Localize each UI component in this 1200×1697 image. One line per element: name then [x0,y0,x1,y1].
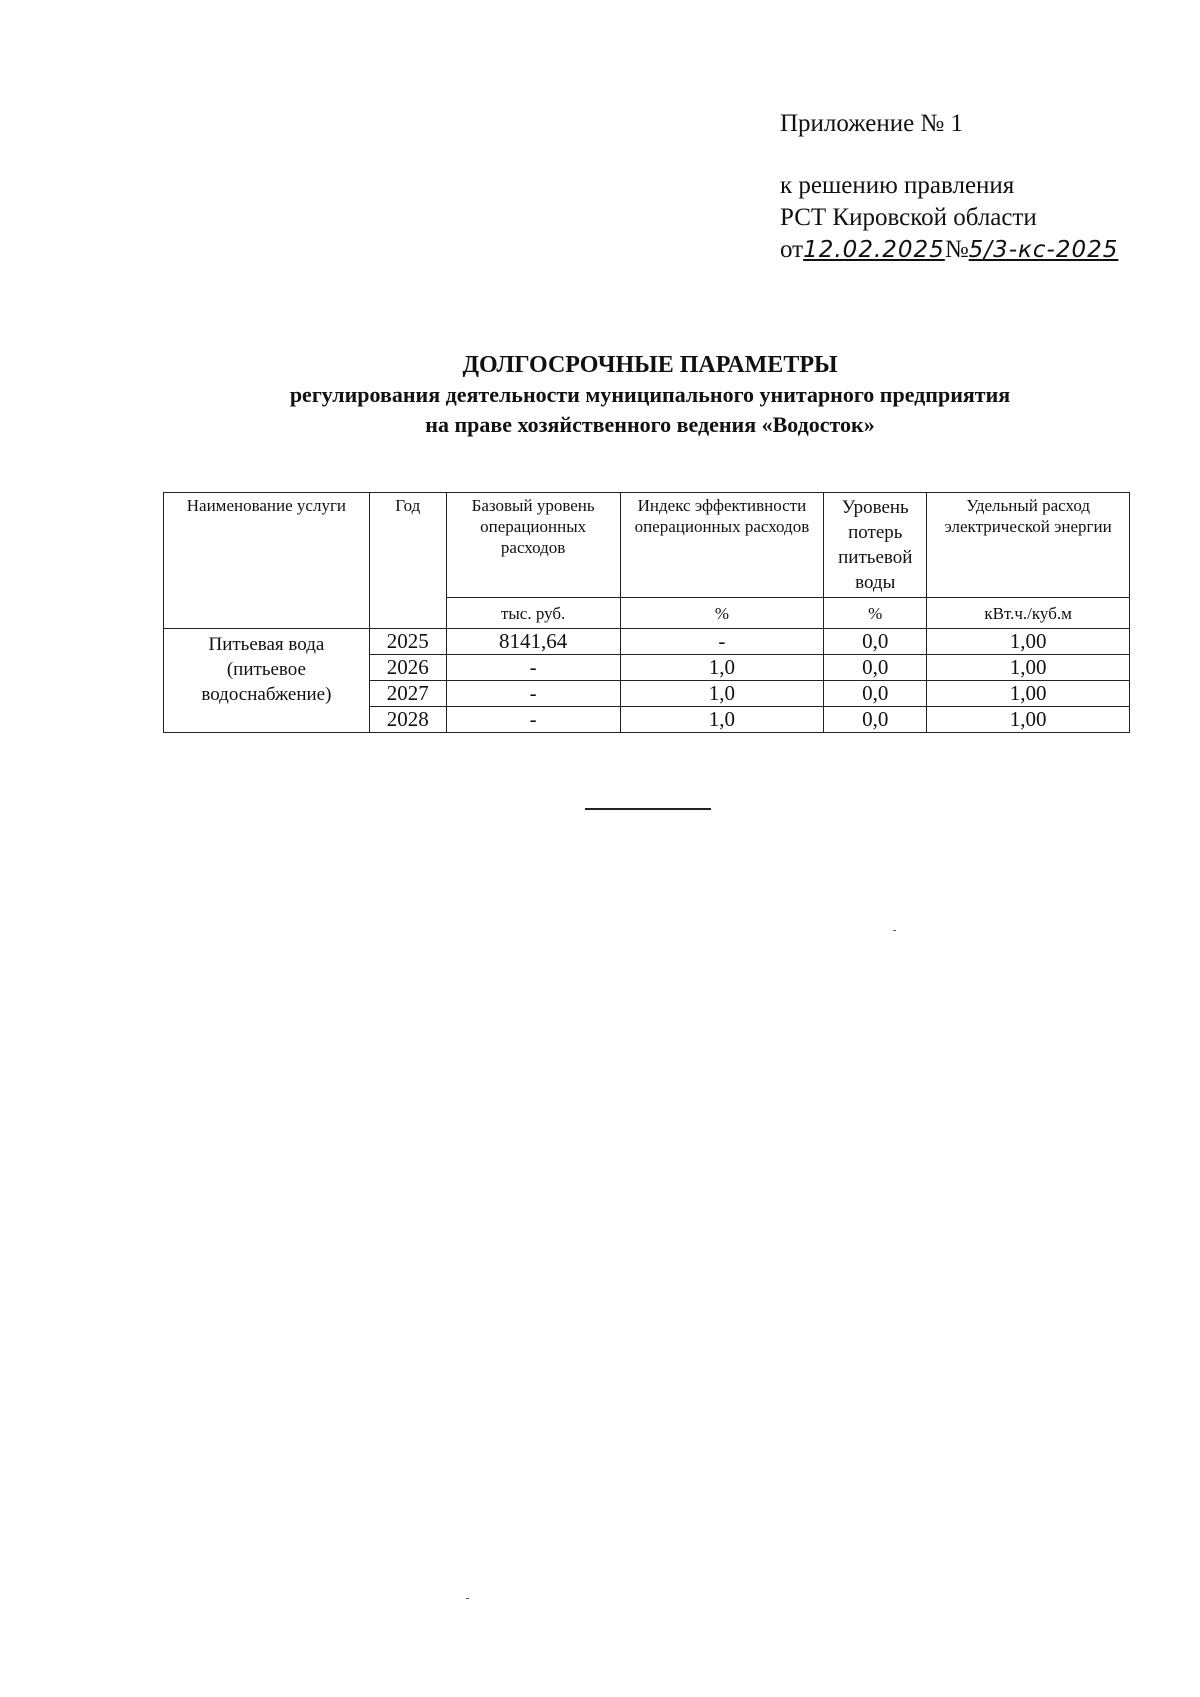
scan-speck [466,1598,469,1599]
header-year: Год [369,493,446,629]
cell-loss: 0,0 [824,655,927,681]
cell-base: - [446,655,620,681]
cell-base: - [446,707,620,733]
header-efficiency-index: Индекс эффективности операционных расходов [620,493,824,598]
heading-subtitle-1: регулирования деятельности муниципального унитарного предприятия [289,382,1011,407]
unit-efficiency-index: % [620,598,824,629]
attachment-block [780,108,1118,266]
cell-loss: 0,0 [824,681,927,707]
cell-index: 1,0 [620,655,824,681]
cell-year: 2027 [369,681,446,707]
cell-loss: 0,0 [824,629,927,655]
cell-energy: 1,00 [927,629,1130,655]
attachment-title: Приложение № 1 [780,110,964,137]
cell-base: - [446,681,620,707]
number-prefix: № [944,236,969,263]
cell-energy: 1,00 [927,707,1130,733]
cell-index: 1,0 [620,681,824,707]
heading-subtitle-2: на праве хозяйственного ведения «Водосток» [425,412,875,437]
date-number-line [780,234,1118,266]
header-loss-level: Уровень потерь питьевой воды [824,493,927,598]
unit-loss-level: % [824,598,927,629]
handwritten-number: 5/3-кс-2025 [968,237,1119,263]
decision-line: к решению правления [780,172,1015,199]
cell-year: 2028 [369,707,446,733]
cell-energy: 1,00 [927,681,1130,707]
header-service: Наименование услуги [164,493,370,629]
cell-year: 2026 [369,655,446,681]
handwritten-date: 12.02.2025 [803,237,945,263]
date-prefix: от [780,236,804,263]
document-heading [0,350,1200,440]
unit-specific-consumption: кВт.ч./куб.м [927,598,1130,629]
unit-base-level: тыс. руб. [446,598,620,629]
heading-title: ДОЛГОСРОЧНЫЕ ПАРАМЕТРЫ [462,352,838,378]
header-base-level: Базовый уровень операционных расходов [446,493,620,598]
parameters-table [163,492,1130,733]
cell-energy: 1,00 [927,655,1130,681]
table-row [164,629,1130,655]
cell-index: - [620,629,824,655]
scan-speck [893,930,896,931]
service-name: Питьевая вода (питьевое водоснабжение) [164,629,370,733]
header-specific-consumption: Удельный расход электрической энергии [927,493,1130,598]
cell-loss: 0,0 [824,707,927,733]
authority-line: РСТ Кировской области [780,204,1037,231]
cell-base: 8141,64 [446,629,620,655]
separator-line [585,808,711,810]
table-header-row [164,493,1130,598]
cell-index: 1,0 [620,707,824,733]
cell-year: 2025 [369,629,446,655]
